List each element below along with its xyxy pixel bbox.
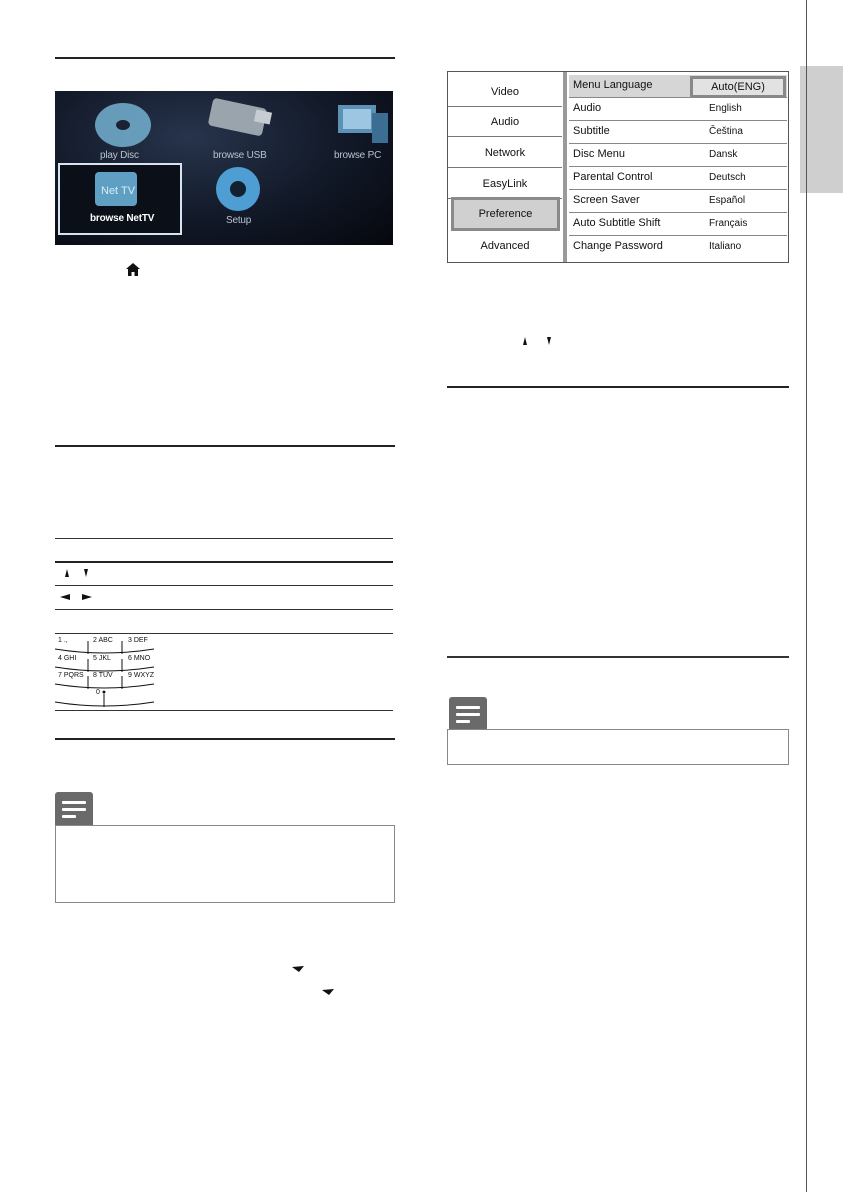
key-2: 2 ABC — [93, 637, 113, 644]
key-4: 4 GHI — [58, 655, 77, 662]
option-name: Subtitle — [573, 125, 610, 137]
key-7: 7 PQRS — [58, 672, 84, 679]
home-item-play-disc[interactable]: play Disc — [100, 150, 139, 161]
note-icon — [55, 792, 93, 825]
table-row-rule — [55, 633, 393, 634]
option-auto-subtitle-shift[interactable] — [569, 213, 787, 236]
option-name: Parental Control — [573, 171, 653, 183]
up-down-arrow-icon — [520, 335, 554, 350]
home-item-browse-pc[interactable]: browse PC — [334, 150, 382, 161]
home-menu-screenshot — [55, 91, 393, 245]
home-icon — [126, 263, 140, 279]
option-name: Menu Language — [573, 79, 653, 91]
category-video[interactable]: Video — [448, 77, 562, 107]
key-0: 0 ● — [96, 689, 107, 696]
option-parental-control[interactable] — [569, 167, 787, 190]
nettv-icon — [95, 172, 137, 206]
category-audio[interactable]: Audio — [448, 107, 562, 137]
option-value: Italiano — [709, 241, 742, 252]
table-bottom-rule — [55, 710, 393, 711]
note-icon — [449, 697, 487, 730]
table-row-rule — [55, 585, 393, 586]
up-down-arrow-icon — [62, 567, 92, 582]
key-9: 9 WXYZ — [128, 672, 155, 679]
option-value: English — [709, 103, 742, 114]
option-name: Disc Menu — [573, 148, 625, 160]
key-3: 3 DEF — [128, 637, 148, 644]
table-header-rule — [55, 538, 393, 539]
option-menu-language[interactable] — [569, 75, 787, 98]
category-network[interactable]: Network — [448, 138, 562, 168]
category-preference[interactable]: Preference — [451, 197, 560, 231]
key-5: 5 JKL — [93, 655, 111, 662]
disc-icon — [95, 103, 151, 147]
option-change-password[interactable] — [569, 236, 787, 259]
page-edge-line — [806, 0, 807, 1192]
home-item-setup[interactable]: Setup — [226, 215, 252, 226]
key-6: 6 MNO — [128, 655, 151, 662]
table-header-rule-bold — [55, 561, 393, 563]
home-item-browse-nettv[interactable]: browse NetTV — [90, 213, 155, 224]
key-1: 1 ., — [58, 637, 68, 644]
option-value-selected: Auto(ENG) — [690, 76, 786, 98]
option-value: Français — [709, 218, 748, 229]
option-value: Español — [709, 195, 746, 206]
option-audio[interactable] — [569, 98, 787, 121]
usb-icon — [208, 98, 272, 137]
setup-gear-icon — [216, 167, 260, 211]
option-screen-saver[interactable] — [569, 190, 787, 213]
category-advanced[interactable]: Advanced — [480, 240, 530, 252]
option-name: Auto Subtitle Shift — [573, 217, 661, 229]
option-value: Čeština — [709, 126, 743, 137]
section-rule-mid-right — [447, 386, 789, 388]
category-easylink[interactable]: EasyLink — [448, 169, 562, 199]
right-arrow-icon — [292, 963, 304, 975]
table-row-rule — [55, 609, 393, 610]
section-rule-mid-left — [55, 445, 395, 447]
key-8: 8 TUV — [93, 672, 113, 679]
nettv-logo-text: Net TV — [101, 185, 136, 197]
note-box-left — [55, 825, 395, 903]
home-item-browse-usb[interactable]: browse USB — [213, 150, 267, 161]
option-value: Deutsch — [709, 172, 746, 183]
right-arrow-icon — [322, 986, 334, 998]
option-disc-menu[interactable] — [569, 144, 787, 167]
left-right-arrow-icon — [58, 592, 98, 605]
option-name: Screen Saver — [573, 194, 640, 206]
section-rule-lower-right — [447, 656, 789, 658]
option-name: Change Password — [573, 240, 663, 252]
settings-menu-screenshot — [447, 71, 789, 263]
option-value: Dansk — [709, 149, 738, 160]
note-box-right — [447, 729, 789, 765]
section-rule-top-left — [55, 57, 395, 59]
section-rule-lower-left — [55, 738, 395, 740]
option-subtitle[interactable] — [569, 121, 787, 144]
numeric-keypad — [52, 637, 157, 707]
menu-divider — [563, 72, 567, 262]
option-name: Audio — [573, 102, 602, 114]
pc-icon — [338, 105, 388, 143]
